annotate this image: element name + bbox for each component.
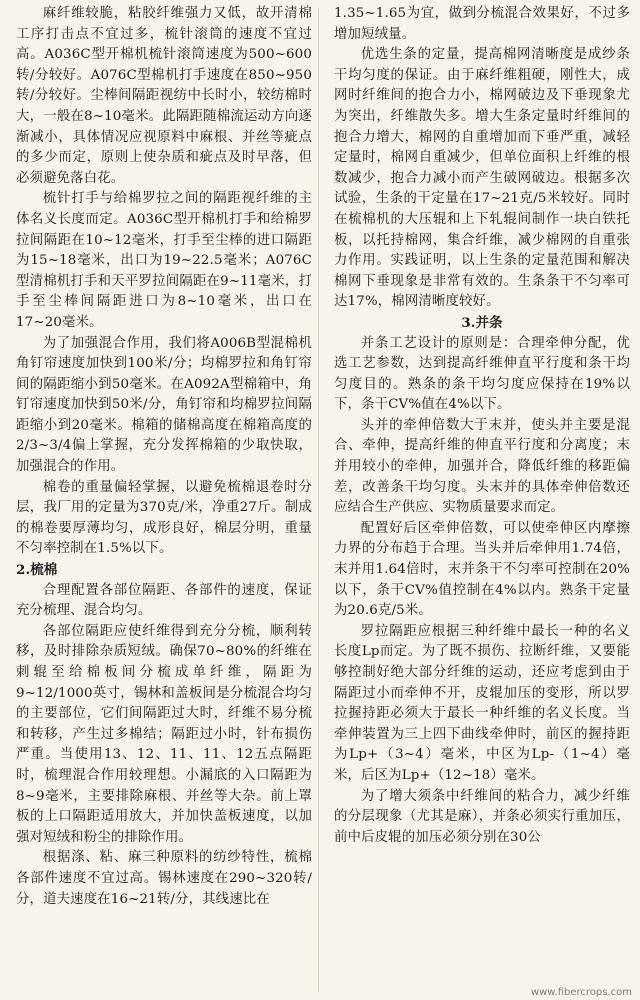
paragraph-beater-gauge: 梳针打手与给棉罗拉之间的隔距视纤维的主体名义长度而定。A036C型开棉机打手和给棉罗拉间隔距在10~12毫米，打手至尘棒的进口隔距为15~18毫米，出口为19~22.5毫米；A076C型清棉机打手和天平罗拉间隔距在9~11毫米，打手至尘棒间隔距进口为8~10毫米，出口在17~20毫米。 (16, 191, 312, 330)
column-divider (318, 8, 319, 992)
paragraph-carding-speed: 根据涤、粘、麻三种原料的纺纱特性，梳棉各部件速度不宜过高。锡林速度在290~320转/分，道夫速度在16~21转/分，其线速比在 (16, 850, 312, 907)
paragraph-lap-weight: 棉卷的重量偏轻掌握，以避免梳棉退卷时分层，我厂用的定量为370克/米，净重27斤。制成的棉卷要厚薄均匀，成形良好，棉层分明，重量不匀率控制在1.5%以下。 (16, 479, 312, 557)
paragraph-speed-ratio: 1.35~1.65为宜，做到分梳混合效果好，不过多增加短绒量。 (334, 6, 630, 42)
paragraph-opening-machine: 麻纤维较脆，粘胶纤维强力又低，故开清棉工序打击点不宜过多，梳针滚筒的速度不宜过高。A036C型开棉机梳针滚筒速度为500~600转/分较好。A076C型棉机打手速度在850~950转/分较好。尘棒间隔距视纺中长时小，较纺棉时大，一般在8~10毫米。此隔距随棉流运动方向逐渐减小，具体情况应视原料中麻根、并丝等疵点的多少而定，原则上使杂质和疵点及时早落，但必须避免落白花。 (16, 6, 312, 186)
paragraph-draft-ratio: 头并的牵伸倍数大于末并，使头并主要是混合、牵伸，提高纤维的伸直平行度和分离度；末并用较小的牵伸，加强并合，降低纤维的移距偏差，改善条干均匀度。头末并的具体牵伸倍数还应结合生产供应、实物质量要求而定。 (334, 417, 630, 516)
paragraph-carding-gauge: 各部位隔距应使纤维得到充分分梳，顺利转移，及时排除杂质短绒。确保70~80%的纤维在刺辊至给棉板间分梳成单纤维，隔距为9~12/1000英寸，锡林和盖板间是分梳混合均匀的主要部位，它们间隔距过大时，纤维不易分梳和转移，产生过多棉结；隔距过小时，针布损伤严重。当使用13、12、11、11、12五点隔距时，梳理混合作用较理想。小漏底的入口隔距为8~9毫米，主要排除麻根、并丝等大杂。前上罩板的上口隔距适用放大，并加快盖板速度，以加强对短绒和粉尘的排除作用。 (16, 623, 312, 845)
section-heading-drawing: 3.并条 (461, 314, 503, 331)
right-column (334, 4, 630, 848)
paragraph-mixing: 为了加强混合作用，我们将A006B型混棉机角钉帘速度加快到100米/分；均棉罗拉和角钉帘间的隔距缩小到50毫米。在A092A型棉箱中，角钉帘速度加快到50米/分，角钉帘和均棉罗拉间隔距缩小到20毫米。棉箱的储棉高度在棉箱高度的2/3~3/4偏上掌握，充分发挥棉箱的少取快取，加强混合的作用。 (16, 335, 312, 475)
paragraph-drawing-principle: 并条工艺设计的原则是：合理牵伸分配，优选工艺参数，达到提高纤维伸直平行度和条干均匀度目的。熟条的条干均匀度应保持在19%以下，条干CV%值在4%以下。 (334, 335, 630, 413)
left-column (16, 4, 312, 910)
paragraph-sliver-weight: 优选生条的定量，提高棉网清晰度是成纱条干均匀度的保证。由于麻纤维粗硬，刚性大，成网时纤维间的抱合力小，棉网破边及下垂现象尤为突出，纤维散失多。增大生条定量时纤维间的抱合力增大，棉网的自重增加而下垂严重，减轻定量时，棉网自重减少，但单位面积上纤维的根数减少，抱合力减小而产生破网破边。根据多次试验，生条的干定量在17~21克/5米较好。同时在梳棉机的大压辊和上下轧辊间制作一块白铁托板，以托持棉网，集合纤维，减少棉网的自重张力作用。实践证明，以上生条的定量范围和解决棉网下垂现象是非常有效的。生条条干不匀率可达17%，棉网清晰度较好。 (334, 47, 630, 310)
section-heading-carding: 2.梳棉 (16, 562, 58, 579)
paragraph-pressure: 为了增大须条中纤维间的粘合力，减少纤维的分层现象（尤其是麻），并条必须实行重加压，前中后皮辊的加压必须分别在30公 (334, 788, 630, 845)
paragraph-roller-gauge: 罗拉隔距应根据三种纤维中最长一种的名义长度Lp而定。为了既不损伤、拉断纤维，又要能够控制好绝大部分纤维的运动，还应考虑到由于隔距过小而牵伸不开，皮辊加压的变形，所以罗拉握持距必须大于最长一种纤维的名义长度。当牵伸装置为三上四下曲线牵伸时，前区的握持距为Lp+（3~4）毫米，中区为Lp-（1~4）毫米，后区为Lp+（12~18）毫米。 (334, 623, 630, 783)
paragraph-back-draft: 配置好后区牵伸倍数，可以使牵伸区内摩擦力界的分布趋于合理。当头并后牵伸用1.74倍，末并用1.64倍时，末并条干不匀率可控制在20%以下，条干CV%值控制在4%以内。熟条干定量为20.6克/5米。 (334, 520, 630, 619)
paragraph-carding-principle: 合理配置各部位隔距、各部件的速度，保证充分梳理、混合均匀。 (16, 582, 312, 619)
site-watermark: www.fibercrops.com (530, 987, 632, 998)
